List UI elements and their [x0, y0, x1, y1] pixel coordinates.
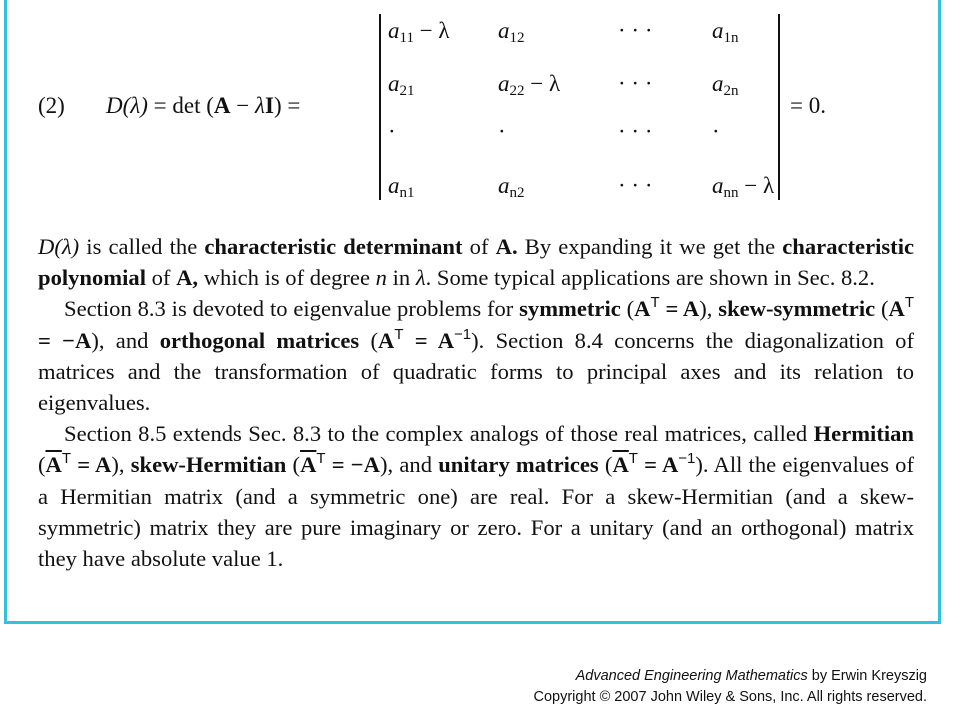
text-run: ),: [91, 327, 105, 353]
matrix-entry: [388, 71, 415, 99]
entry-base: a: [498, 173, 510, 198]
entry-base: ·: [712, 119, 720, 144]
entry-subscript: 2n: [723, 83, 739, 99]
entry-subscript: 12: [509, 30, 525, 46]
matrix-a: A: [213, 93, 231, 118]
matrix-entry: [712, 71, 739, 99]
entry-base: a: [498, 71, 510, 96]
matrix-a-inline: A.: [495, 234, 518, 259]
entry-base: a: [388, 173, 400, 198]
formula-run: = −A: [325, 452, 380, 478]
paragraph-section-8-3: [38, 293, 914, 418]
text-run: in: [386, 265, 416, 291]
text-run: (: [286, 452, 301, 478]
text-run: (: [38, 452, 46, 478]
matrix-entry: [388, 173, 415, 201]
copyright-footer: [533, 666, 927, 708]
d-lambda-inline: D(λ): [38, 234, 80, 259]
text-run: Section 8.5 extends Sec. 8.3 to the complex analogs of those real matrices, called: [64, 421, 814, 447]
inverse-superscript: −1: [678, 450, 696, 468]
formula-run: = −A: [38, 327, 92, 353]
lambda-symbol: λ: [255, 93, 265, 118]
text-run: All the eigenvalues of a Hermitian matrix (and a symmetric one) are real. For a skew-Hermitian (and a skew-symmetric) matrix they are pure imaginary or zero. For a unitary (and an orthogonal) matrix they have absolute value 1.: [38, 452, 914, 572]
entry-minus-lambda: − λ: [738, 173, 775, 198]
book-credit: [533, 666, 927, 687]
matrix-entry: [712, 18, 739, 46]
entry-base: · · ·: [618, 119, 653, 144]
conjugate-matrix-a: $\overline{A}$: [45, 452, 62, 478]
equals-sign: =: [153, 93, 167, 118]
entry-base: a: [388, 71, 400, 96]
entry-base: a: [712, 18, 724, 43]
determinant-right-bar: [778, 14, 780, 200]
formula-run: = A: [659, 296, 700, 322]
matrix-entry: [618, 19, 652, 42]
matrix-a-inline: A: [888, 296, 905, 322]
entry-subscript: n1: [399, 185, 415, 201]
transpose-superscript: T: [650, 294, 660, 312]
equals-sign: =: [287, 93, 301, 118]
matrix-entry: [498, 173, 525, 201]
determinant-left-bar: [379, 14, 381, 200]
entry-minus-lambda: − λ: [413, 18, 450, 43]
term-characteristic-determinant: characteristic determinant: [204, 234, 463, 259]
book-title: Advanced Engineering Mathematics: [575, 668, 808, 684]
text-run: Section 8.4 concerns the diagonalization of matrices and the transformation of quadratic forms to principal axes and its relation to eigenvalues.: [38, 327, 914, 416]
text-run: ),: [380, 452, 394, 478]
matrix-entry: [712, 173, 775, 201]
text-run: (: [620, 296, 635, 322]
term-orthogonal-matrices: orthogonal matrices: [159, 327, 360, 353]
minus-sign: −: [236, 93, 250, 118]
entry-subscript: 21: [399, 83, 415, 99]
matrix-entry: [618, 120, 652, 143]
entry-base: ·: [498, 119, 506, 144]
term-unitary-matrices: unitary matrices: [438, 452, 599, 478]
text-run: (: [598, 452, 613, 478]
transpose-superscript: T: [904, 294, 914, 312]
matrix-a-inline: A,: [176, 265, 199, 291]
equation-lhs: [106, 94, 300, 117]
matrix-a-inline: A: [634, 296, 651, 322]
entry-subscript: n2: [509, 185, 525, 201]
matrix-entry: [712, 120, 720, 143]
equation-rhs: = 0.: [790, 93, 826, 118]
text-run: is called the: [79, 234, 205, 259]
matrix-entry: [618, 72, 652, 95]
transpose-superscript: T: [628, 450, 638, 468]
term-skew-hermitian: skew-Hermitian: [130, 452, 287, 478]
term-characteristic-polynomial: characteristic polynomial: [38, 234, 915, 291]
text-run: ).: [695, 452, 709, 478]
text-run: and: [393, 452, 439, 478]
text-run: ),: [699, 296, 713, 322]
paragraph-section-8-5: [38, 418, 914, 574]
variable-n: n: [375, 265, 387, 291]
matrix-entry: [388, 120, 396, 143]
paren-close: ): [273, 93, 282, 118]
term-symmetric: symmetric: [519, 296, 621, 322]
transpose-superscript: T: [394, 325, 404, 343]
matrix-entry: [388, 18, 450, 46]
text-run: which is of degree: [198, 265, 376, 291]
formula-run: = A: [637, 452, 679, 478]
equation-number: (2): [38, 93, 65, 118]
term-hermitian: Hermitian: [813, 421, 914, 447]
entry-subscript: 1n: [723, 30, 739, 46]
text-run: By expanding it we get the: [517, 234, 783, 259]
text-run: . Some typical applications are shown in Sec. 8.2.: [425, 265, 875, 291]
text-run: Section 8.3 is devoted to eigenvalue problems for: [64, 296, 520, 322]
matrix-entry: [498, 18, 525, 46]
entry-minus-lambda: − λ: [524, 71, 561, 96]
text-run: and: [104, 327, 160, 353]
term-skew-symmetric: skew-symmetric: [718, 296, 876, 322]
formula-run: = A: [71, 452, 112, 478]
entry-base: · · ·: [618, 173, 653, 198]
inverse-superscript: −1: [454, 325, 472, 343]
text-run: ),: [111, 452, 125, 478]
text-run: of: [462, 234, 496, 259]
transpose-superscript: T: [61, 450, 72, 468]
copyright-line: Copyright © 2007 John Wiley & Sons, Inc. All rights reserved.: [533, 689, 927, 705]
lambda-inline: λ: [415, 265, 426, 291]
text-run: (: [359, 327, 379, 353]
matrix-entry: [498, 71, 561, 99]
text-run: ).: [471, 327, 485, 353]
identity-matrix: I: [264, 93, 274, 118]
conjugate-matrix-a: $\overline{A}$: [612, 452, 629, 478]
text-run: (: [875, 296, 889, 322]
text-run: of: [145, 265, 177, 291]
matrix-entry: [498, 120, 506, 143]
entry-base: a: [388, 18, 400, 43]
transpose-superscript: T: [316, 450, 326, 468]
entry-base: ·: [388, 119, 396, 144]
entry-subscript: nn: [723, 185, 739, 201]
d-lambda: D(λ): [106, 93, 148, 118]
entry-base: a: [712, 173, 724, 198]
paragraph-characteristic-polynomial: [38, 231, 914, 293]
characteristic-determinant-equation: [0, 0, 960, 210]
entry-base: a: [712, 71, 724, 96]
det-operator: det: [172, 93, 201, 118]
entry-base: · · ·: [618, 71, 653, 96]
book-author: by Erwin Kreyszig: [807, 668, 927, 684]
matrix-a-inline: A: [378, 327, 395, 353]
conjugate-matrix-a: $\overline{A}$: [300, 452, 317, 478]
entry-base: · · ·: [618, 18, 653, 43]
paren-open: (: [206, 93, 214, 118]
entry-base: a: [498, 18, 510, 43]
entry-subscript: 11: [399, 30, 414, 46]
body-text: [38, 231, 914, 574]
formula-run: = A: [403, 327, 455, 353]
matrix-entry: [618, 174, 652, 197]
entry-subscript: 22: [509, 83, 525, 99]
